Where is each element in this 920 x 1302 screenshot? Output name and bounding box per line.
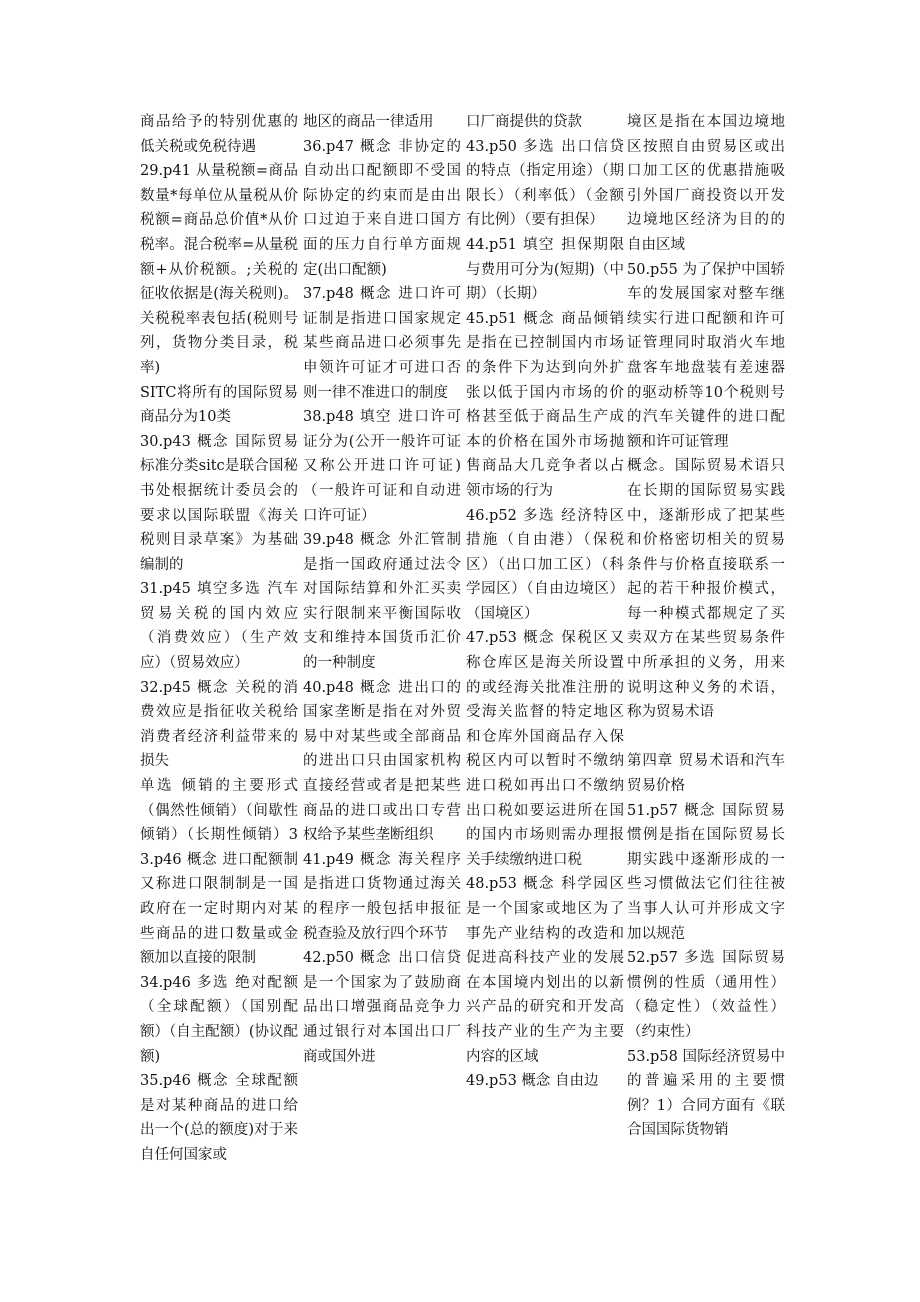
text-column-1 — [140, 110, 298, 1280]
paragraph: 概念。国际贸易术语只在长期的国际贸易实践中，逐渐形成了把某些和价格密切相关的贸易条件与价格直接联系一起的若干种报价模式，每一种模式都规定了买卖双方在某些贸易条件中所承担的义务，用来说明这种义务的术语，称为贸易术语 — [627, 458, 785, 721]
paragraph: 52.p57 多选 国际贸易惯例的性质（通用性）（稳定性）（效益性）（约束性） — [627, 950, 785, 1040]
paragraph: 31.p45 填空多选 汽车贸易关税的国内效应（消费效应）（生产效应）（贸易效应） — [140, 581, 298, 672]
paragraph: 43.p50 多选 出口信贷的特点（指定用途）（期限长）（利率低）（金额有比例）（要有担保） — [466, 138, 624, 229]
paragraph: 35.p46 概念 全球配额是对某种商品的进口给出一个(总的额度)对于来自任何国家或 — [140, 1073, 298, 1163]
chapter-heading: 第四章 贸易术语和汽车贸易价格 — [627, 753, 785, 795]
text-column-2 — [303, 110, 461, 1280]
text-column-4 — [627, 110, 785, 1280]
paragraph: 30.p43 概念 国际贸易标准分类sitc是联合国秘书处根据统计委员会的要求以国际联盟《海关税则目录草案》为基础编制的 — [140, 433, 298, 573]
paragraph: 40.p48 概念 进出口的国家垄断是指在对外贸易中对某些或全部商品的进出口只由国家机构直接经营或者是把某些商品的进口或出口专营权给予某些垄断组织 — [303, 679, 461, 844]
paragraph: 50.p55 为了保护中国轿车的发展国家对整车继续实行进口配额和许可证管理同时取消火车地盘客车地盘装有差速器的驱动桥等10个税则号的汽车关键件的进口配额和许可证管理 — [627, 261, 785, 450]
text-column-3 — [466, 110, 624, 1280]
paragraph: 38.p48 填空 进口许可证分为(公开一般许可证又称公开进口许可证)（一般许可证和自动进口许可证） — [303, 409, 461, 524]
paragraph: 36.p47 概念 非协定的自动出口配额即不受国际协定的约束而是由出口过迫于来自进口国方面的压力自行单方面规定(出口配额) — [303, 138, 461, 278]
paragraph: 51.p57 概念 国际贸易惯例是指在国际贸易长期实践中逐渐形成的一些习惯做法它们往往被当事人认可并形成文字加以规范 — [627, 802, 785, 942]
paragraph: 47.p53 概念 保税区又称仓库区是海关所设置的或经海关批准注册的受海关监督的特定地区和仓库外国商品存入保税区内可以暂时不缴纳进口税如再出口不缴纳出口税如要运进所在国的国内市场则需办理报关手续缴纳进口税 — [466, 630, 624, 868]
paragraph: 商品给予的特别优惠的低关税或免税待遇 — [140, 114, 298, 155]
paragraph: SITC将所有的国际贸易商品分为10类 — [140, 384, 298, 426]
paragraph: 48.p53 概念 科学园区是一个国家或地区为了事先产业结构的改造和促进高科技产业的发展在本国境内划出的以新兴产品的研究和开发高科技产业的生产为主要内容的区域 — [466, 876, 624, 1065]
paragraph: 34.p46 多选 绝对配额（全球配额）（国别配额）（自主配额）(协议配额) — [140, 974, 298, 1065]
paragraph: 53.p58 国际经济贸易中的普遍采用的主要惯例？1）合同方面有《联合国国际货物销 — [627, 1048, 785, 1139]
paragraph: 32.p45 概念 关税的消费效应是指征收关税给消费者经济利益带来的损失 — [140, 679, 298, 770]
paragraph: 42.p50 概念 出口信贷是一个国家为了鼓励商品出口增强商品竞争力通过银行对本国出口厂商或国外进 — [303, 950, 461, 1065]
paragraph: 46.p52 多选 经济特区措施（自由港）（保税区）（出口加工区）（科学园区）（自由边境区）（国境区） — [466, 507, 624, 622]
paragraph: 39.p48 概念 外汇管制是指一国政府通过法令对国际结算和外汇买卖实行限制来平衡国际收支和维持本国货币汇价的一种制度 — [303, 532, 461, 672]
paragraph: 地区的商品一律适用 — [303, 114, 434, 130]
paragraph: 41.p49 概念 海关程序是指进口货物通过海关的程序一般包括申报征税查验及放行四个环节 — [303, 851, 461, 942]
paragraph: 49.p53 概念 自由边 — [466, 1073, 599, 1090]
paragraph: 37.p48 概念 进口许可证制是指进口国家规定某些商品进口必须事先申领许可证才可进口否则一律不准进口的制度 — [303, 286, 461, 401]
paragraph: 44.p51 填空 担保期限与费用可分为(短期)（中期）（长期） — [466, 236, 624, 303]
paragraph: 45.p51 概念 商品倾销是指在已控制国内市场的条件下为达到向外扩张以低于国内市场的价格甚至低于商品生产成本的价格在国外市场抛售商品大几竞争者以占领市场的行为 — [466, 310, 624, 499]
paragraph: 境区是指在本国边境地区按照自由贸易区或出口加工区的优惠措施吸引外国厂商投资以开发边境地区经济为目的的自由区域 — [627, 114, 785, 253]
paragraph: 口厂商提供的贷款 — [466, 114, 582, 130]
paragraph: 单选 倾销的主要形式（偶然性倾销）（间歇性倾销）（长期性倾销）33.p46 概念 进口配额制又称进口限制制是一国政府在一定时期内对某些商品的进口数量或金额加以直接的限制 — [140, 778, 298, 967]
paragraph: 29.p41 从量税额=商品数量*每单位从量税从价税额=商品总价值*从价税率。混合税率=从量税额+从价税额。;关税的征收依据是(海关税则)。关税税率表包括(税则号列，货物分类目录，税率) — [140, 163, 298, 376]
